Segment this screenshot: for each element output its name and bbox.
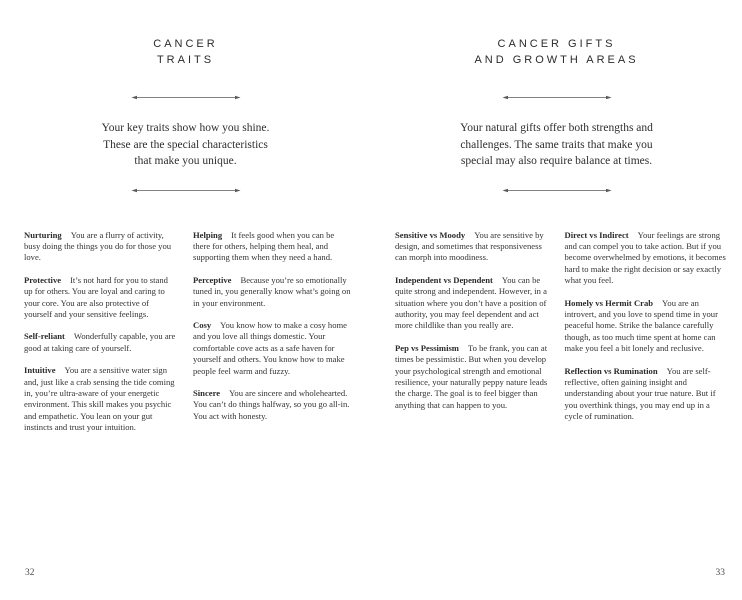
trait-entry bbox=[565, 298, 727, 355]
traits-column bbox=[193, 230, 353, 445]
trait-description: It’s not hard for you to stand up for others. You are loyal and caring to your core. You are also protective of yourself and your sensitive feelings. bbox=[24, 274, 168, 319]
page-intro bbox=[0, 120, 371, 170]
trait-description: You know how to make a cosy home and you love all things domestic. Your comfortable cove acts as a safe haven for yourself and others. You know how to make people feel warm and fuzzy. bbox=[193, 319, 347, 376]
trait-name: Sincere bbox=[193, 387, 221, 398]
trait-description: You are a flurry of activity, busy doing the things you do for those you love. bbox=[24, 229, 172, 263]
traits-columns bbox=[371, 230, 742, 434]
trait-entry bbox=[193, 388, 353, 422]
page-left-header bbox=[0, 0, 371, 200]
traits-column bbox=[565, 230, 727, 434]
divider-arrow-rule-icon bbox=[502, 94, 612, 101]
trait-entry bbox=[565, 230, 727, 287]
page-intro-line: that make you unique. bbox=[134, 155, 237, 167]
trait-name: Homely vs Hermit Crab bbox=[564, 297, 654, 308]
trait-name: Cosy bbox=[193, 319, 212, 330]
trait-description: Your feelings are strong and can compel you to take action. But if you become overwhelmed by emotions, it becomes hard to make the right decision or say exactly what you feel. bbox=[564, 229, 726, 286]
page-intro-line: Your key traits show how you shine. bbox=[101, 122, 270, 134]
page-right-header bbox=[371, 0, 742, 200]
divider-arrow-rule-icon bbox=[502, 187, 612, 194]
trait-name: Direct vs Indirect bbox=[564, 229, 629, 240]
page-title-line: AND GROWTH AREAS bbox=[474, 54, 639, 66]
page-intro-line: These are the special characteristics bbox=[103, 138, 268, 151]
trait-entry bbox=[24, 275, 178, 321]
trait-name: Reflection vs Rumination bbox=[564, 365, 658, 376]
divider-ornament bbox=[0, 88, 371, 106]
divider-ornament bbox=[371, 88, 742, 106]
trait-entry bbox=[24, 230, 178, 264]
page-right bbox=[371, 0, 742, 600]
page-title-line: TRAITS bbox=[156, 54, 215, 66]
trait-name: Protective bbox=[24, 274, 62, 285]
trait-name: Nurturing bbox=[24, 229, 62, 240]
trait-entry bbox=[395, 275, 556, 332]
trait-description: To be frank, you can at times be pessimistic. But when you develop your psychological strength and emotional resilience, your naturally peppy nature leads the charge. The goal is to feel bigger than anything that can happen to you. bbox=[395, 342, 548, 410]
trait-description: Because you’re so emotionally tuned in, you generally know what’s going on in your environment. bbox=[193, 274, 351, 308]
trait-description: You are sincere and wholehearted. You can’t do things halfway, so you go all-in. You act with honesty. bbox=[193, 387, 350, 421]
traits-column bbox=[24, 230, 178, 445]
trait-name: Self-reliant bbox=[24, 331, 65, 342]
divider-ornament bbox=[371, 182, 742, 200]
trait-description: You can be quite strong and independent. However, in a situation where you don’t have a position of authority, you may feel dependent and act more childlike than you really are. bbox=[395, 274, 547, 331]
page-number: 32 bbox=[25, 568, 35, 578]
trait-name: Independent vs Dependent bbox=[395, 274, 493, 285]
trait-name: Sensitive vs Moody bbox=[395, 229, 466, 240]
trait-name: Helping bbox=[193, 229, 223, 240]
trait-description: You are sensitive by design, and sometimes that responsiveness can morph into moodiness. bbox=[395, 229, 544, 263]
trait-entry bbox=[193, 275, 353, 309]
page-title-line: CANCER bbox=[153, 38, 218, 50]
traits-columns bbox=[0, 230, 371, 445]
trait-name: Intuitive bbox=[24, 365, 56, 376]
trait-name: Pep vs Pessimism bbox=[395, 342, 459, 353]
page-number: 33 bbox=[715, 568, 725, 578]
trait-entry bbox=[395, 230, 556, 264]
trait-description: Wonderfully capable, you are good at taking care of yourself. bbox=[24, 331, 176, 353]
page-intro bbox=[371, 120, 742, 170]
trait-description: It feels good when you can be there for others, helping them heal, and supporting them when they need a hand. bbox=[193, 229, 335, 263]
trait-entry bbox=[24, 365, 178, 433]
divider-arrow-rule-icon bbox=[131, 187, 241, 194]
traits-column bbox=[395, 230, 556, 434]
trait-name: Perceptive bbox=[193, 274, 232, 285]
trait-entry bbox=[193, 230, 353, 264]
trait-description: You are an introvert, and you love to spend time in your peaceful home. Strike the balance carefully though, as too much time spent at home can make you feel a bit lonely and reclusive. bbox=[564, 297, 718, 354]
divider-ornament bbox=[0, 182, 371, 200]
page-intro-line: challenges. The same traits that make you bbox=[460, 138, 653, 151]
page-title bbox=[371, 36, 742, 68]
trait-description: You are a sensitive water sign and, just like a crab sensing the tide coming in, you’re ultra-aware of your energetic environment. This skill makes you psychic and empathetic. You lean on your gut instincts and trust your intuition. bbox=[24, 365, 175, 433]
trait-entry bbox=[565, 366, 727, 423]
page-intro-line: Your natural gifts offer both strengths and bbox=[460, 122, 653, 134]
trait-entry bbox=[24, 331, 178, 354]
trait-entry bbox=[395, 343, 556, 411]
page-intro-line: special may also require balance at times. bbox=[460, 155, 653, 167]
trait-entry bbox=[193, 320, 353, 377]
page-title bbox=[0, 36, 371, 68]
trait-description: You are self-reflective, often gaining insight and understanding about your true nature. But if you overthink things, you may end up in a cycle of rumination. bbox=[564, 365, 716, 422]
page-title-line: CANCER GIFTS bbox=[497, 38, 616, 50]
divider-arrow-rule-icon bbox=[131, 94, 241, 101]
